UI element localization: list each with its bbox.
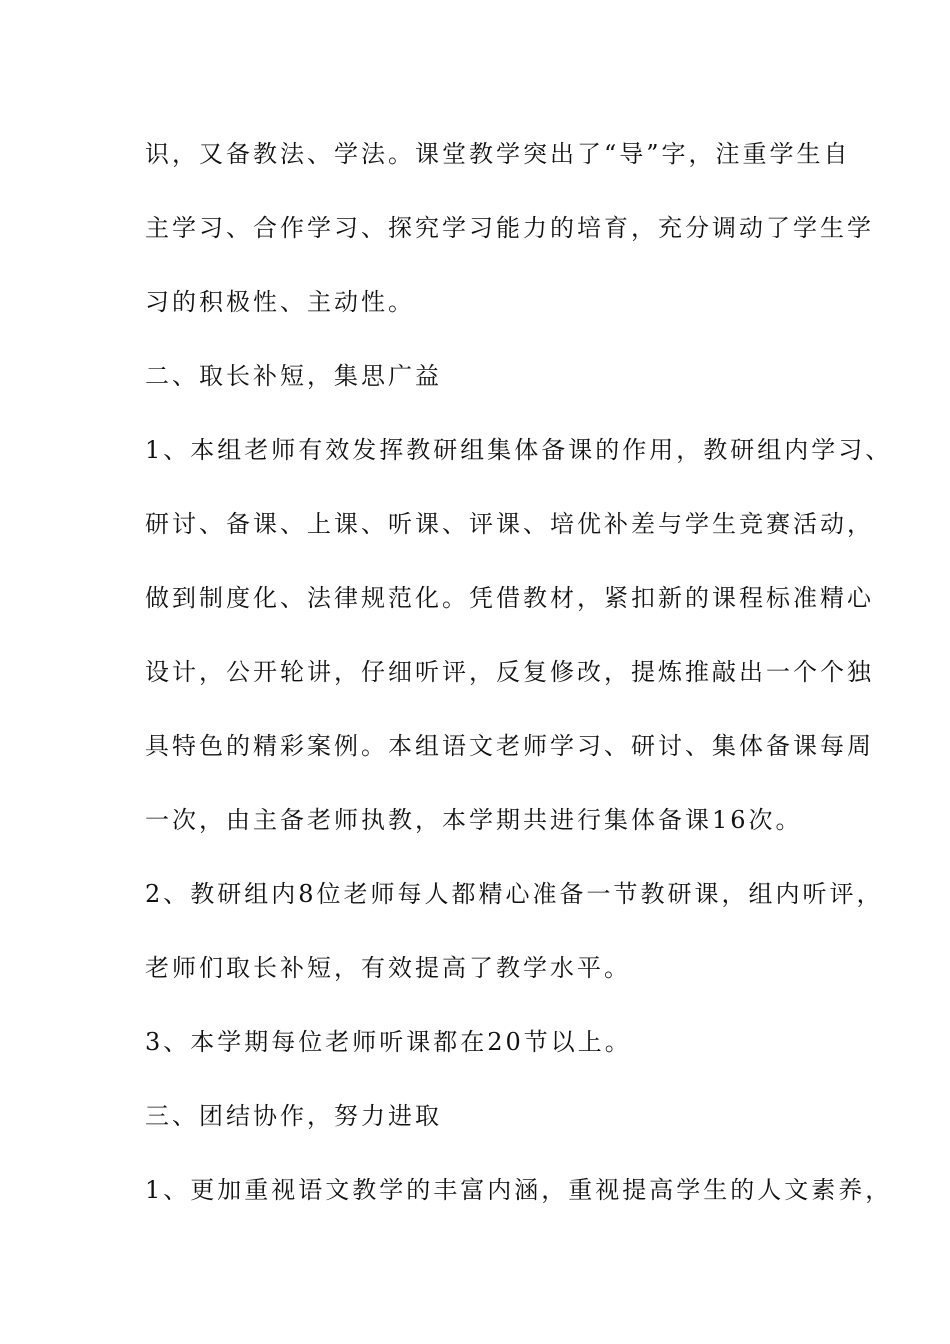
text-line-12: 老师们取长补短，有效提高了教学水平。 [145, 954, 631, 982]
text-line-11: 2、教研组内8位老师每人都精心准备一节教研课，组内听评， [145, 880, 884, 908]
text-line-3: 习的积极性、主动性。 [145, 288, 415, 316]
text-line-7: 做到制度化、法律规范化。凭借教材，紧扣新的课程标准精心 [145, 584, 874, 612]
section-heading-3: 三、团结协作，努力进取 [145, 1102, 442, 1130]
section-heading-2: 二、取长补短，集思广益 [145, 362, 442, 390]
text-line-6: 研讨、备课、上课、听课、评课、培优补差与学生竞赛活动， [145, 510, 874, 538]
text-line-9: 具特色的精彩案例。本组语文老师学习、研讨、集体备课每周 [145, 732, 874, 760]
text-line-2: 主学习、合作学习、探究学习能力的培育，充分调动了学生学 [145, 214, 874, 242]
text-line-5: 1、本组老师有效发挥教研组集体备课的作用，教研组内学习、 [145, 436, 893, 464]
text-line-8: 设计，公开轮讲，仔细听评，反复修改，提炼推敲出一个个独 [145, 658, 874, 686]
text-line-15: 1、更加重视语文教学的丰富内涵，重视提高学生的人文素养， [145, 1176, 893, 1204]
text-line-13: 3、本学期每位老师听课都在20节以上。 [145, 1028, 632, 1056]
text-line-10: 一次，由主备老师执教，本学期共进行集体备课16次。 [145, 806, 803, 834]
text-line-1: 识，又备教法、学法。课堂教学突出了“导”字，注重学生自 [145, 140, 851, 168]
